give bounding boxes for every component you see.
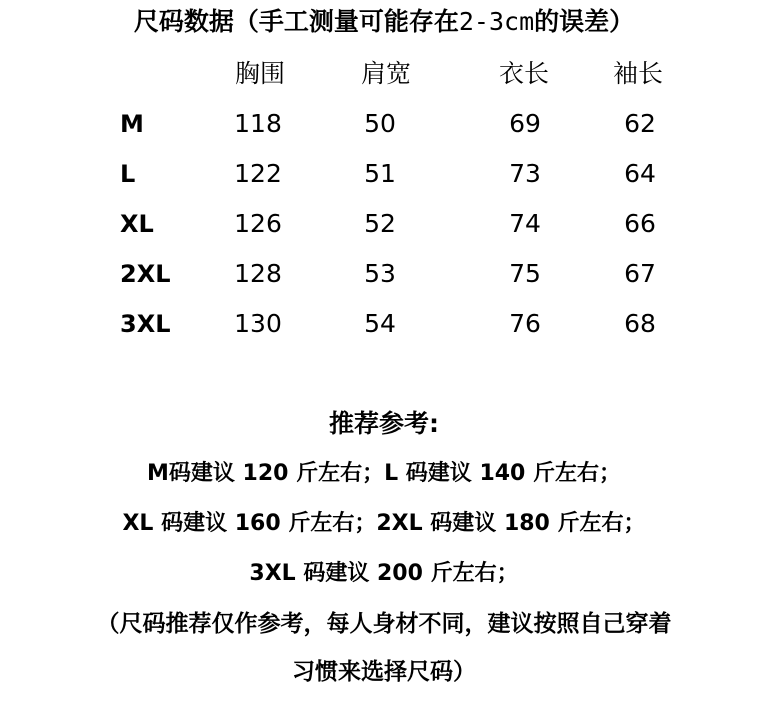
table-cell-chest: 130 (234, 309, 282, 338)
header-shoulder: 肩宽 (360, 59, 411, 88)
header-length: 衣长 (498, 59, 549, 88)
table-cell-length: 69 (509, 109, 541, 138)
size-label: XL (120, 210, 154, 238)
table-cell-sleeve: 62 (624, 109, 656, 138)
table-cell-length: 76 (509, 309, 541, 338)
table-cell-length: 75 (509, 259, 541, 288)
title-range: 2-3cm (458, 7, 535, 36)
table-cell-chest: 118 (234, 109, 282, 138)
table-cell-sleeve: 67 (624, 259, 656, 288)
table-cell-length: 74 (509, 209, 541, 238)
table-cell-length: 73 (509, 159, 541, 188)
table-cell-sleeve: 66 (624, 209, 656, 238)
size-label: 2XL (120, 260, 171, 288)
table-cell-shoulder: 53 (364, 259, 396, 288)
table-cell-shoulder: 52 (364, 209, 396, 238)
recommend-title: 推荐参考: (329, 409, 439, 438)
title-tail: 的误差） (534, 7, 635, 36)
recommend-note: （尺码推荐仅作参考，每人身材不同，建议按照自己穿着 (96, 611, 672, 637)
size-label: M (120, 110, 144, 138)
table-cell-chest: 126 (234, 209, 282, 238)
table-cell-shoulder: 50 (364, 109, 396, 138)
size-label: L (120, 160, 136, 188)
recommend-note: 习惯来选择尺码） (292, 659, 476, 685)
table-cell-chest: 128 (234, 259, 282, 288)
title-main: 尺码数据（手工测量可能存在 (133, 7, 459, 36)
recommend-line: M码建议 120 斤左右；L 码建议 140 斤左右； (146, 461, 622, 486)
recommend-line: XL 码建议 160 斤左右；2XL 码建议 180 斤左右； (122, 511, 646, 536)
table-cell-sleeve: 68 (624, 309, 656, 338)
table-cell-chest: 122 (234, 159, 282, 188)
header-sleeve: 袖长 (612, 59, 663, 88)
page-title (0, 5, 768, 39)
table-cell-shoulder: 54 (364, 309, 396, 338)
table-cell-shoulder: 51 (364, 159, 396, 188)
table-cell-sleeve: 64 (624, 159, 656, 188)
size-label: 3XL (120, 310, 171, 338)
header-chest: 胸围 (234, 59, 285, 88)
recommend-line: 3XL 码建议 200 斤左右； (249, 561, 519, 586)
